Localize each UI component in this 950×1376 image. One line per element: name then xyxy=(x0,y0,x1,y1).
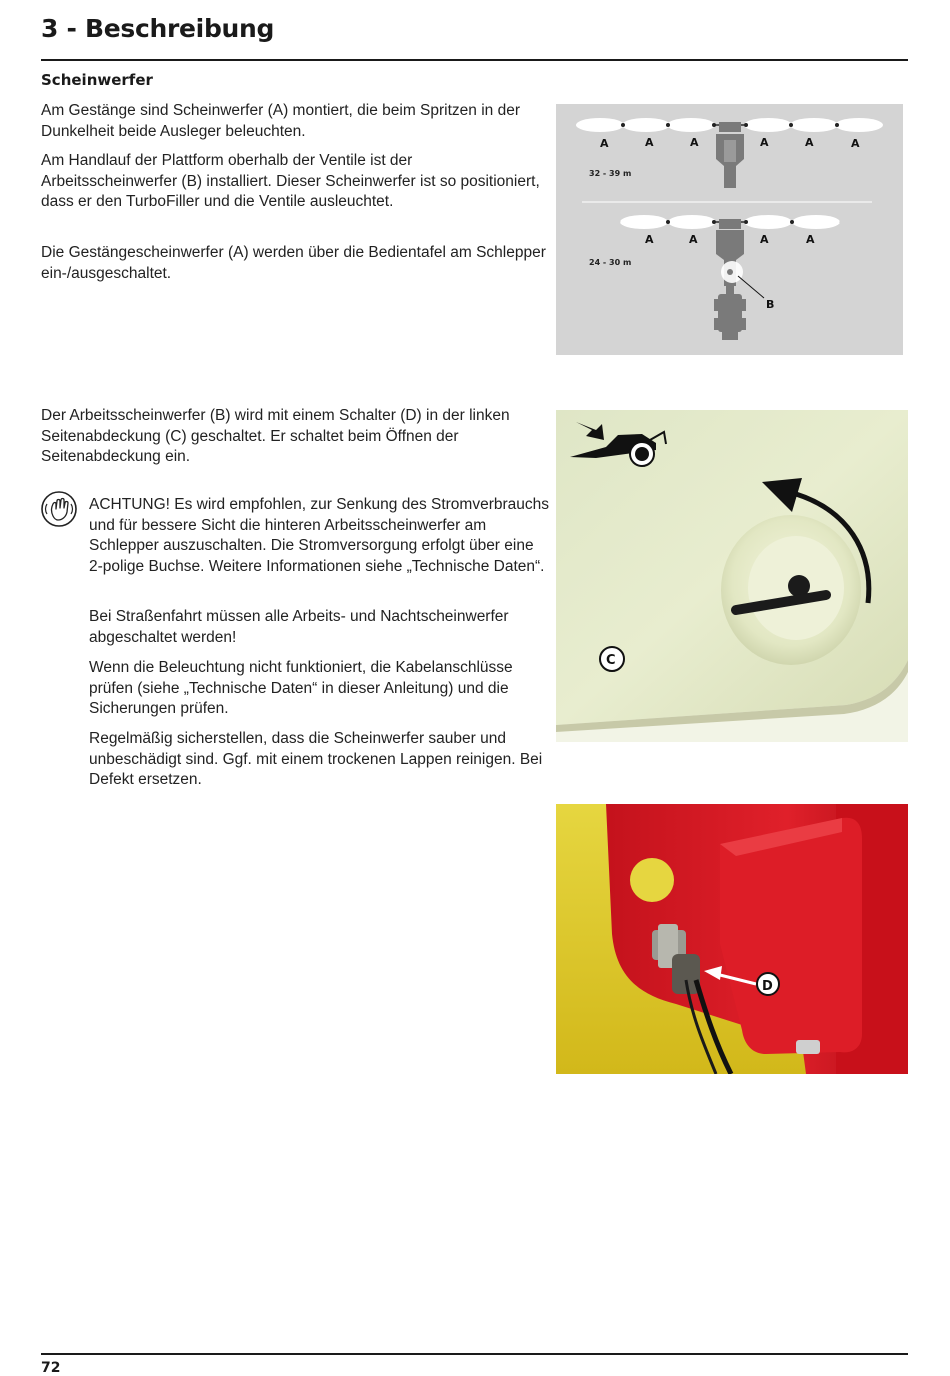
paragraph-boom-light-switching: Die Gestängescheinwerfer (A) werden über die Bedientafel am Schlepper ein-/ausgeschaltet. xyxy=(41,244,546,282)
footer-rule xyxy=(41,1353,908,1355)
label-a: A xyxy=(645,233,654,246)
page-number: 72 xyxy=(41,1360,61,1376)
label-a: A xyxy=(760,136,769,149)
label-b: B xyxy=(766,298,775,311)
side-cover-photo xyxy=(556,410,908,742)
warning-text-check-cables: Wenn die Beleuchtung nicht funktioniert, die Kabelanschlüsse prüfen (siehe „Technische Daten“ in dieser Anleitung) und die Sicherungen prüfen. xyxy=(89,659,513,717)
width-label-small: 24 - 30 m xyxy=(589,258,632,267)
boom-lights-diagram xyxy=(556,104,903,355)
paragraph-work-light: Am Handlauf der Plattform oberhalb der Ventile ist der Arbeitsscheinwerfer (B) installiert. Dieser Scheinwerfer ist so positioniert, dass er den TurboFiller und die Ventile ausleuchtet. xyxy=(41,152,540,210)
label-c: C xyxy=(606,653,616,668)
label-a: A xyxy=(690,136,699,149)
width-label-large: 32 - 39 m xyxy=(589,169,632,178)
paragraph-boom-lights: Am Gestänge sind Scheinwerfer (A) montiert, die beim Spritzen in der Dunkelheit beide Ausleger beleuchten. xyxy=(41,102,520,140)
paragraph-switch-description: Der Arbeitsscheinwerfer (B) wird mit einem Schalter (D) in der linken Seitenabdeckung (C) geschaltet. Er schaltet beim Öffnen der Seitenabdeckung ein. xyxy=(41,407,510,465)
section-heading: Scheinwerfer xyxy=(41,71,153,89)
label-d: D xyxy=(762,979,773,994)
label-a: A xyxy=(760,233,769,246)
warning-text-rear-lights: ACHTUNG! Es wird empfohlen, zur Senkung des Stromverbrauchs und für bessere Sicht die hinteren Arbeitsscheinwerfer am Schlepper auszuschalten. Die Stromversorgung erfolgt über eine 2-polige Buchse. Weitere Informationen siehe „Technische Daten“. xyxy=(89,496,550,575)
label-a: A xyxy=(600,137,609,150)
label-a: A xyxy=(689,233,698,246)
switch-photo xyxy=(556,804,908,1074)
label-a: A xyxy=(645,136,654,149)
label-a: A xyxy=(806,233,815,246)
label-a: A xyxy=(851,137,860,150)
warning-text-maintenance: Regelmäßig sicherstellen, dass die Scheinwerfer sauber und unbeschädigt sind. Ggf. mit einem trockenen Lappen reinigen. Bei Defekt ersetzen. xyxy=(89,730,543,788)
warning-text-road-travel: Bei Straßenfahrt müssen alle Arbeits- und Nachtscheinwerfer abgeschaltet werden! xyxy=(89,608,509,646)
attention-hand-icon xyxy=(40,490,78,528)
page-title: 3 - Beschreibung xyxy=(41,14,275,43)
header-rule xyxy=(41,59,908,61)
label-a: A xyxy=(805,136,814,149)
